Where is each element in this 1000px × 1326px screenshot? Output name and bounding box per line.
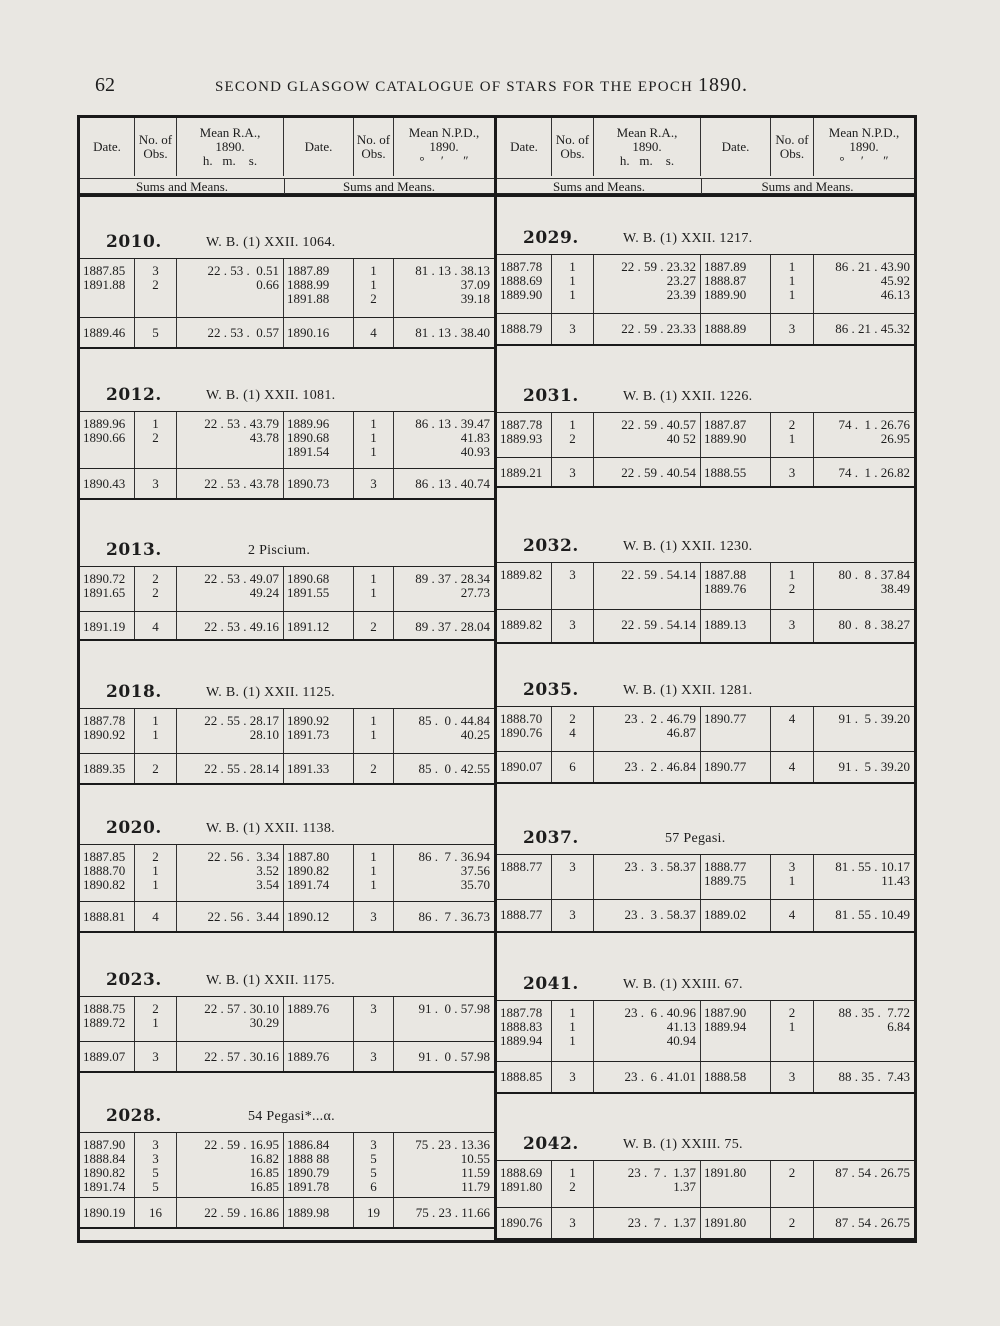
cell-date-npd: 1891.33 (284, 754, 354, 783)
cell-obs-ra: 2 1 (135, 997, 177, 1041)
mean-row (80, 901, 494, 931)
cell-date-npd: 1889.76 (284, 1042, 354, 1071)
cell-mean-ra: 22 . 56 . 3.34 3.52 3.54 (177, 845, 284, 901)
cell-mean-npd: 86 . 21 . 45.32 (835, 321, 910, 336)
cell-mean-ra: 22 . 53 . 43.79 43.78 (177, 412, 284, 468)
cell-obs-npd: 3 1 (771, 855, 814, 899)
cell-date-ra: 1891.19 (80, 612, 135, 639)
star-reference: W. B. (1) XXII. 1175. (206, 973, 335, 988)
cell-date-ra: 1888.85 (497, 1062, 552, 1092)
cell-mean-ra: 22 . 59 . 23.32 23.27 23.39 (594, 255, 701, 313)
cell-mean-ra: 22 . 53 . 49.07 49.24 (177, 567, 284, 611)
sums-means-ra: Sums and Means. (80, 178, 284, 194)
cell-mean-npd: 75 . 23 . 11.66 (415, 1205, 490, 1220)
cell-mean-npd: 88 . 35 . 7.43 (838, 1069, 910, 1084)
cell-mean-npd: 91 . 5 . 39.20 (838, 759, 910, 774)
column-header-right (497, 118, 914, 194)
header-mean-ra: Mean R.A., 1890. h. m. s. (594, 118, 701, 176)
cell-date-ra: 1889.82 (497, 563, 552, 609)
header-date-ra: Date. (497, 118, 552, 176)
cell-date-npd: 1888.89 (701, 314, 771, 344)
cell-date-npd: 1891.80 (701, 1161, 771, 1207)
cell-obs-ra: 3 (552, 563, 594, 609)
cell-mean-ra: 23 . 3 . 58.37 (594, 900, 701, 931)
mean-row (80, 317, 494, 347)
cell-obs-ra: 16 (135, 1198, 177, 1227)
star-reference: W. B. (1) XXII. 1064. (206, 235, 336, 250)
cell-mean-ra: 23 . 6 . 41.01 (594, 1062, 701, 1092)
cell-date-npd: 1890.92 1891.73 (284, 709, 354, 753)
star-number: 2032. (523, 536, 579, 556)
cell-date-npd: 1887.89 1888.87 1889.90 (701, 255, 771, 313)
cell-mean-npd: 86 . 21 . 43.90 45.92 46.13 (835, 259, 910, 302)
cell-obs-npd: 3 (771, 314, 814, 344)
cell-date-ra: 1887.78 1888.83 1889.94 (497, 1001, 552, 1061)
observation-row (497, 255, 914, 313)
cell-date-npd: 1887.89 1888.99 1891.88 (284, 259, 354, 317)
cell-mean-npd: 80 . 8 . 38.27 (838, 617, 910, 632)
mean-row (80, 468, 494, 498)
cell-mean-npd: 85 . 0 . 44.84 40.25 (418, 713, 490, 742)
cell-obs-npd: 3 (354, 997, 394, 1041)
cell-mean-npd: 75 . 23 . 13.36 10.55 11.59 11.79 (415, 1137, 490, 1194)
cell-mean-ra: 22 . 57 . 30.16 (177, 1042, 284, 1071)
cell-mean-ra: 22 . 53 . 43.78 (177, 469, 284, 498)
cell-obs-npd: 2 (354, 612, 394, 639)
star-number: 2018. (106, 682, 162, 702)
cell-obs-ra: 3 2 (135, 259, 177, 317)
cell-obs-ra: 3 (552, 1208, 594, 1238)
mean-row (497, 899, 914, 931)
star-reference: W. B. (1) XXII. 1226. (623, 389, 753, 404)
cell-mean-npd: 85 . 0 . 42.55 (418, 761, 490, 776)
cell-obs-ra: 1 1 1 (552, 1001, 594, 1061)
cell-obs-ra: 5 (135, 318, 177, 347)
cell-date-ra: 1889.96 1890.66 (80, 412, 135, 468)
cell-mean-npd: 74 . 1 . 26.76 26.95 (838, 417, 910, 446)
header-mean-npd: Mean N.P.D., 1890. ° ′ ″ (408, 125, 480, 168)
cell-obs-npd: 4 (771, 900, 814, 931)
star-number: 2028. (106, 1106, 162, 1126)
cell-obs-ra: 1 2 (552, 1161, 594, 1207)
header-mean-ra: Mean R.A., 1890. h. m. s. (177, 118, 284, 176)
observation-row (80, 567, 494, 611)
cell-mean-npd: 91 . 0 . 57.98 (418, 1001, 490, 1016)
cell-date-ra: 1887.85 1891.88 (80, 259, 135, 317)
star-reference: 57 Pegasi. (665, 831, 726, 846)
star-reference: 54 Pegasi*...α. (248, 1109, 335, 1124)
header-obs-npd: No. of Obs. (771, 118, 814, 176)
cell-date-npd: 1888.55 (701, 458, 771, 486)
cell-date-ra: 1888.77 (497, 855, 552, 899)
cell-obs-ra: 3 (552, 900, 594, 931)
cell-obs-npd: 3 5 5 6 (354, 1133, 394, 1197)
running-title (215, 74, 748, 97)
star-reference: W. B. (1) XXII. 1081. (206, 388, 336, 403)
cell-date-ra: 1890.43 (80, 469, 135, 498)
cell-obs-ra: 6 (552, 752, 594, 782)
cell-date-ra: 1889.07 (80, 1042, 135, 1071)
cell-date-ra: 1887.78 1888.69 1889.90 (497, 255, 552, 313)
cell-mean-ra: 22 . 53 . 0.51 0.66 (177, 259, 284, 317)
observation-row (80, 709, 494, 753)
cell-mean-ra: 22 . 55 . 28.14 (177, 754, 284, 783)
cell-obs-ra: 3 (552, 458, 594, 486)
mean-row (80, 1197, 494, 1227)
cell-obs-npd: 2 (771, 1208, 814, 1238)
cell-obs-npd: 1 1 (354, 709, 394, 753)
running-title-text: SECOND GLASGOW CATALOGUE OF STARS FOR THE EPOCH (215, 79, 694, 95)
header-rule-right (497, 194, 914, 197)
cell-mean-ra: 23 . 7 . 1.37 (594, 1208, 701, 1238)
cell-mean-ra: 22 . 53 . 0.57 (177, 318, 284, 347)
cell-date-ra: 1888.69 1891.80 (497, 1161, 552, 1207)
cell-mean-npd: 74 . 1 . 26.82 (838, 465, 910, 480)
cell-mean-ra: 22 . 59 . 16.86 (177, 1198, 284, 1227)
cell-date-ra: 1888.70 1890.76 (497, 707, 552, 751)
star-number: 2035. (523, 680, 579, 700)
cell-obs-ra: 2 1 1 (135, 845, 177, 901)
cell-mean-ra: 23 . 2 . 46.79 46.87 (594, 707, 701, 751)
header-date-npd: Date. (284, 118, 354, 176)
cell-date-ra: 1887.85 1888.70 1890.82 (80, 845, 135, 901)
page-number: 62 (95, 74, 115, 96)
cell-mean-npd: 81 . 55 . 10.17 11.43 (835, 859, 910, 888)
cell-obs-ra: 3 (135, 1042, 177, 1071)
star-reference: W. B. (1) XXIII. 67. (623, 977, 743, 992)
cell-date-npd: 1889.13 (701, 610, 771, 642)
cell-date-ra: 1889.21 (497, 458, 552, 486)
cell-obs-ra: 1 1 1 (552, 255, 594, 313)
sums-means-npd: Sums and Means. (284, 178, 494, 194)
observation-row (497, 1001, 914, 1061)
mean-row (497, 751, 914, 782)
star-reference: W. B. (1) XXII. 1217. (623, 231, 753, 246)
sums-means-npd: Sums and Means. (701, 178, 914, 194)
cell-date-npd: 1889.98 (284, 1198, 354, 1227)
cell-obs-npd: 2 1 (771, 1001, 814, 1061)
cell-mean-ra: 22 . 59 . 23.33 (594, 314, 701, 344)
header-date-npd: Date. (701, 118, 771, 176)
cell-date-ra: 1887.78 1889.93 (497, 413, 552, 457)
cell-obs-ra: 2 (135, 754, 177, 783)
star-number: 2041. (523, 974, 579, 994)
cell-date-npd: 1890.12 (284, 902, 354, 931)
running-title-epoch: 1890. (698, 74, 749, 96)
cell-obs-ra: 2 2 (135, 567, 177, 611)
cell-mean-ra: 22 . 55 . 28.17 28.10 (177, 709, 284, 753)
cell-date-npd: 1889.02 (701, 900, 771, 931)
cell-mean-npd: 89 . 37 . 28.34 27.73 (415, 571, 490, 600)
header-mean-npd: Mean N.P.D., 1890. ° ′ ″ (828, 125, 900, 168)
cell-mean-npd: 88 . 35 . 7.72 6.84 (838, 1005, 910, 1034)
cell-mean-npd: 80 . 8 . 37.84 38.49 (838, 567, 910, 596)
cell-obs-ra: 3 (552, 314, 594, 344)
star-reference: W. B. (1) XXII. 1281. (623, 683, 753, 698)
cell-mean-ra: 23 . 2 . 46.84 (594, 752, 701, 782)
star-reference: W. B. (1) XXIII. 75. (623, 1137, 743, 1152)
observation-row (80, 412, 494, 468)
cell-date-npd: 1887.87 1889.90 (701, 413, 771, 457)
cell-mean-npd: 86 . 7 . 36.94 37.56 35.70 (418, 849, 490, 892)
header-obs-ra: No. of Obs. (552, 118, 594, 176)
mean-row (80, 611, 494, 639)
cell-obs-npd: 3 (771, 610, 814, 642)
observation-row (497, 1161, 914, 1207)
star-number: 2037. (523, 828, 579, 848)
cell-obs-npd: 1 1 1 (354, 845, 394, 901)
header-date-ra: Date. (80, 118, 135, 176)
observation-row (497, 413, 914, 457)
cell-obs-npd: 3 (771, 1062, 814, 1092)
mean-row (80, 753, 494, 783)
star-number: 2023. (106, 970, 162, 990)
star-number: 2031. (523, 386, 579, 406)
cell-mean-npd: 86 . 13 . 40.74 (415, 476, 490, 491)
cell-obs-npd: 3 (354, 902, 394, 931)
observation-row (497, 563, 914, 609)
cell-date-npd: 1888.58 (701, 1062, 771, 1092)
cell-obs-npd: 1 2 (771, 563, 814, 609)
cell-date-ra: 1888.77 (497, 900, 552, 931)
observation-row (80, 259, 494, 317)
cell-date-ra: 1889.35 (80, 754, 135, 783)
cell-mean-npd: 91 . 5 . 39.20 (838, 711, 910, 726)
cell-obs-ra: 2 4 (552, 707, 594, 751)
star-reference: W. B. (1) XXII. 1230. (623, 539, 753, 554)
cell-mean-ra: 23 . 7 . 1.37 1.37 (594, 1161, 701, 1207)
cell-obs-npd: 19 (354, 1198, 394, 1227)
cell-obs-npd: 2 (354, 754, 394, 783)
star-number: 2012. (106, 385, 162, 405)
observation-row (80, 997, 494, 1041)
cell-mean-ra: 22 . 59 . 40.54 (594, 458, 701, 486)
cell-mean-npd: 86 . 13 . 39.47 41.83 40.93 (415, 416, 490, 459)
cell-obs-npd: 2 1 (771, 413, 814, 457)
cell-date-npd: 1891.12 (284, 612, 354, 639)
cell-mean-npd: 81 . 55 . 10.49 (835, 907, 910, 922)
cell-date-npd: 1886.84 1888 88 1890.79 1891.78 (284, 1133, 354, 1197)
star-number: 2010. (106, 232, 162, 252)
cell-mean-npd: 91 . 0 . 57.98 (418, 1049, 490, 1064)
column-header-left (80, 118, 494, 194)
cell-date-ra: 1888.81 (80, 902, 135, 931)
cell-date-npd: 1890.77 (701, 752, 771, 782)
cell-date-npd: 1890.73 (284, 469, 354, 498)
cell-obs-ra: 1 1 (135, 709, 177, 753)
cell-mean-ra: 22 . 59 . 54.14 (594, 563, 701, 609)
cell-mean-ra: 22 . 53 . 49.16 (177, 612, 284, 639)
cell-date-ra: 1888.75 1889.72 (80, 997, 135, 1041)
cell-date-ra: 1888.79 (497, 314, 552, 344)
cell-date-ra: 1889.46 (80, 318, 135, 347)
mean-row (497, 1061, 914, 1092)
cell-mean-ra: 22 . 56 . 3.44 (177, 902, 284, 931)
mean-row (497, 457, 914, 486)
cell-obs-npd: 3 (354, 1042, 394, 1071)
observation-row (80, 1133, 494, 1197)
cell-date-npd: 1890.77 (701, 707, 771, 751)
header-obs-npd: No. of Obs. (354, 118, 394, 176)
cell-date-npd: 1887.90 1889.94 (701, 1001, 771, 1061)
cell-mean-npd: 87 . 54 . 26.75 (835, 1215, 910, 1230)
observation-row (497, 855, 914, 899)
cell-date-npd: 1888.77 1889.75 (701, 855, 771, 899)
sums-means-ra: Sums and Means. (497, 178, 701, 194)
cell-obs-npd: 4 (354, 318, 394, 347)
cell-obs-ra: 3 (552, 855, 594, 899)
cell-mean-npd: 87 . 54 . 26.75 (835, 1165, 910, 1180)
mean-row (80, 1041, 494, 1071)
cell-date-npd: 1889.76 (284, 997, 354, 1041)
cell-mean-ra: 22 . 59 . 40.57 40 52 (594, 413, 701, 457)
cell-obs-npd: 1 1 1 (354, 412, 394, 468)
cell-obs-npd: 4 (771, 752, 814, 782)
cell-date-npd: 1889.96 1890.68 1891.54 (284, 412, 354, 468)
cell-date-ra: 1890.19 (80, 1198, 135, 1227)
cell-mean-npd: 81 . 13 . 38.40 (415, 325, 490, 340)
cell-date-npd: 1890.68 1891.55 (284, 567, 354, 611)
cell-mean-ra: 22 . 59 . 54.14 (594, 610, 701, 642)
cell-obs-ra: 3 (552, 1062, 594, 1092)
cell-mean-ra: 22 . 57 . 30.10 30.29 (177, 997, 284, 1041)
cell-obs-npd: 4 (771, 707, 814, 751)
cell-obs-npd: 3 (354, 469, 394, 498)
cell-obs-npd: 1 1 1 (771, 255, 814, 313)
cell-date-npd: 1890.16 (284, 318, 354, 347)
cell-obs-ra: 3 (135, 469, 177, 498)
cell-obs-ra: 3 3 5 5 (135, 1133, 177, 1197)
observation-row (80, 845, 494, 901)
mean-row (497, 1207, 914, 1238)
cell-obs-npd: 3 (771, 458, 814, 486)
mean-row (497, 609, 914, 642)
cell-mean-ra: 23 . 6 . 40.96 41.13 40.94 (594, 1001, 701, 1061)
star-number: 2042. (523, 1134, 579, 1154)
cell-obs-npd: 1 1 (354, 567, 394, 611)
star-reference: W. B. (1) XXII. 1125. (206, 685, 335, 700)
observation-row (497, 707, 914, 751)
cell-date-ra: 1887.78 1890.92 (80, 709, 135, 753)
cell-obs-ra: 1 2 (135, 412, 177, 468)
cell-obs-ra: 4 (135, 902, 177, 931)
cell-obs-npd: 2 (771, 1161, 814, 1207)
cell-date-ra: 1890.76 (497, 1208, 552, 1238)
header-obs-ra: No. of Obs. (135, 118, 177, 176)
cell-date-ra: 1890.07 (497, 752, 552, 782)
star-number: 2020. (106, 818, 162, 838)
star-reference: W. B. (1) XXII. 1138. (206, 821, 335, 836)
cell-date-ra: 1890.72 1891.65 (80, 567, 135, 611)
cell-mean-npd: 86 . 7 . 36.73 (418, 909, 490, 924)
cell-obs-ra: 4 (135, 612, 177, 639)
mean-row (497, 313, 914, 344)
star-reference: 2 Piscium. (248, 543, 311, 558)
cell-date-ra: 1889.82 (497, 610, 552, 642)
cell-date-npd: 1891.80 (701, 1208, 771, 1238)
cell-mean-npd: 89 . 37 . 28.04 (415, 619, 490, 634)
cell-obs-ra: 3 (552, 610, 594, 642)
cell-obs-npd: 1 1 2 (354, 259, 394, 317)
cell-obs-ra: 1 2 (552, 413, 594, 457)
cell-mean-ra: 23 . 3 . 58.37 (594, 855, 701, 899)
cell-date-npd: 1887.88 1889.76 (701, 563, 771, 609)
header-rule-left (80, 194, 494, 197)
cell-mean-ra: 22 . 59 . 16.95 16.82 16.85 16.85 (177, 1133, 284, 1197)
cell-mean-npd: 81 . 13 . 38.13 37.09 39.18 (415, 263, 490, 306)
star-number: 2029. (523, 228, 579, 248)
star-number: 2013. (106, 540, 162, 560)
cell-date-ra: 1887.90 1888.84 1890.82 1891.74 (80, 1133, 135, 1197)
cell-date-npd: 1887.80 1890.82 1891.74 (284, 845, 354, 901)
